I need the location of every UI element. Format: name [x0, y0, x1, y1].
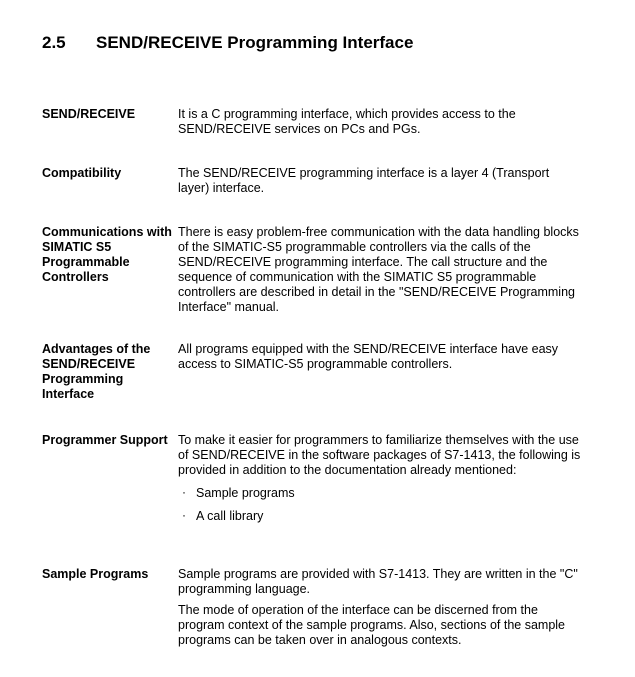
section-body — [178, 166, 583, 196]
paragraph: There is easy problem-free communication with the data handling blocks of the SIMATIC-S5 programmable controllers via the calls of the SEND/RECEIVE programming interface. The call structure and the sequence of communication with the SIMATIC S5 programmable controllers are described in detail in the "SEND/RECEIVE Programming Interface" manual. — [178, 225, 579, 314]
paragraph: To make it easier for programmers to familiarize themselves with the use of SEND/RECEIVE in the software packages of S7-1413, the following is provided in addition to the documentation already mentioned: — [178, 433, 581, 477]
section-number: 2.5 — [42, 33, 66, 52]
bullet-icon: · — [182, 508, 186, 522]
section-heading — [42, 33, 413, 53]
section-body — [178, 342, 583, 372]
list-item — [178, 509, 583, 524]
bullet-list — [178, 486, 583, 524]
section-title: SEND/RECEIVE Programming Interface — [96, 33, 414, 52]
paragraph: The SEND/RECEIVE programming interface is a layer 4 (Transport layer) interface. — [178, 166, 550, 195]
paragraph: Sample programs are provided with S7-1413. They are written in the "C" programming language. — [178, 567, 578, 596]
list-item-text: Sample programs — [196, 486, 295, 500]
section-body — [178, 107, 583, 137]
section-label: Advantages of the SEND/RECEIVE Programming Interface — [42, 342, 151, 401]
section-label: Programmer Support — [42, 433, 168, 447]
section-label: Communications with SIMATIC S5 Programmable Controllers — [42, 225, 172, 284]
paragraph: The mode of operation of the interface can be discerned from the program context of the sample programs. Also, sections of the sample programs can be taken over in analogous contexts. — [178, 603, 565, 647]
paragraph: It is a C programming interface, which provides access to the SEND/RECEIVE services on PCs and PGs. — [178, 107, 516, 136]
section-body — [178, 433, 583, 532]
section-body — [178, 567, 583, 648]
list-item — [178, 486, 583, 501]
paragraph: All programs equipped with the SEND/RECEIVE interface have easy access to SIMATIC-S5 programmable controllers. — [178, 342, 559, 371]
section-label: SEND/RECEIVE — [42, 107, 136, 121]
bullet-icon: · — [182, 485, 186, 499]
section-label: Compatibility — [42, 166, 122, 180]
section-label: Sample Programs — [42, 567, 149, 581]
list-item-text: A call library — [196, 509, 264, 523]
section-body — [178, 225, 583, 315]
